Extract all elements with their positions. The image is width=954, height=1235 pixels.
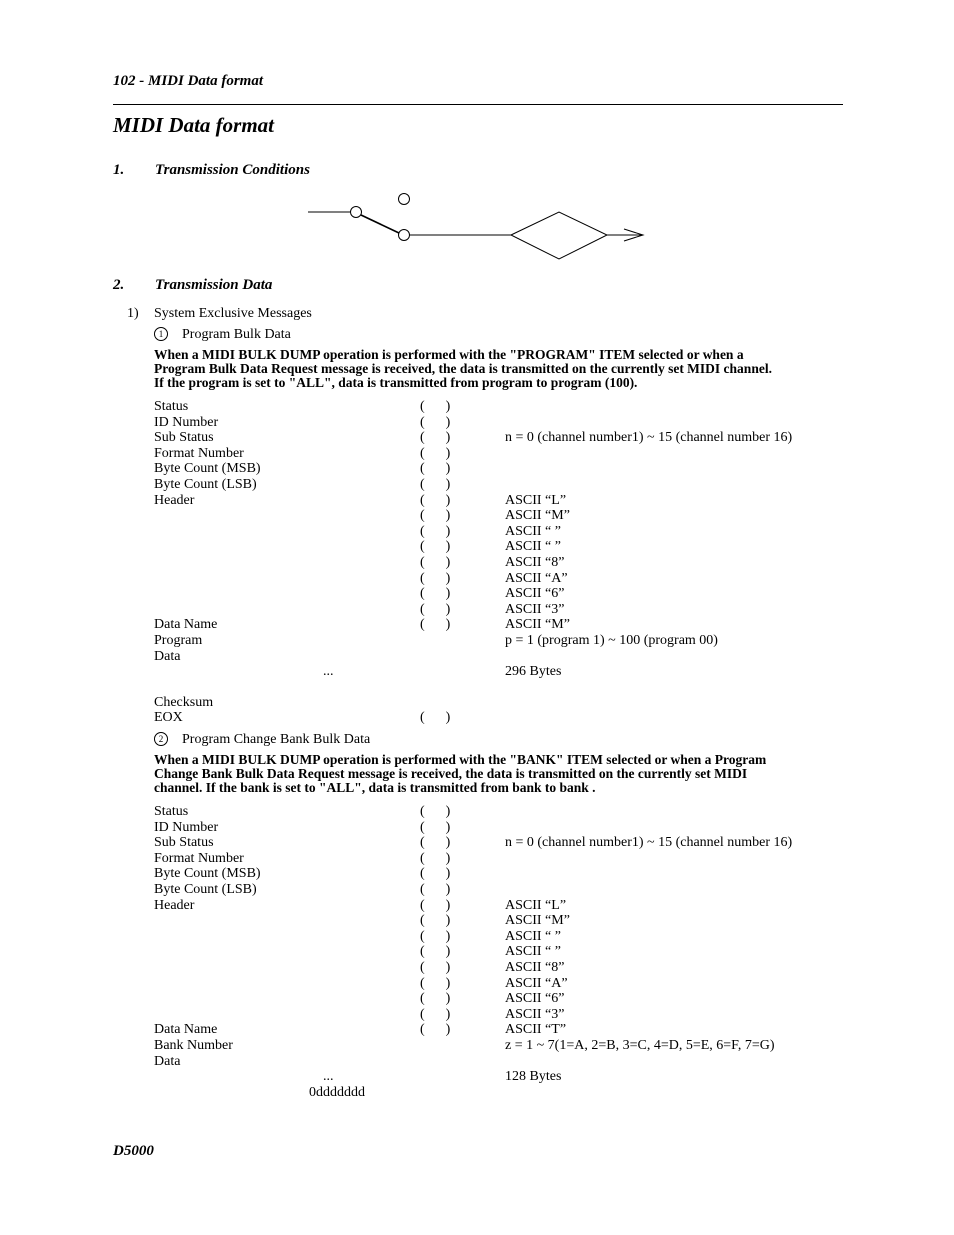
bank-row-paren: ( ) (420, 928, 451, 944)
bank-row-paren: ( ) (420, 819, 451, 835)
program-eox: EOX (154, 710, 183, 725)
program-bulk-label: Program Bulk Data (182, 327, 291, 342)
bank-row-name: Bank Number (154, 1038, 233, 1053)
program-eox-paren: ( ) (420, 710, 451, 725)
program-row-paren: ( ) (420, 539, 451, 555)
diagram-switch-contact-bottom (399, 230, 410, 241)
bank-row-note: ASCII “ ” (505, 944, 561, 960)
bank-bulk-label: Program Change Bank Bulk Data (182, 732, 371, 747)
program-row-name: Data Name (154, 617, 218, 633)
page-header: 102 - MIDI Data format (113, 73, 264, 89)
program-row-note: ASCII “ ” (505, 523, 561, 539)
program-row-name: Format Number (154, 445, 244, 461)
bank-row-name: Data Name (154, 1022, 218, 1038)
bank-bulk-desc-1: When a MIDI BULK DUMP operation is performed with the "BANK" ITEM selected or when a Program (154, 752, 767, 767)
diagram-switch-contact-left (351, 207, 362, 218)
bank-row-name: ID Number (154, 819, 219, 835)
program-row-paren: ( ) (420, 445, 451, 461)
bank-row-paren: ( ) (420, 835, 451, 851)
bank-data-bytes: 128 Bytes (505, 1069, 562, 1084)
program-row-note: ASCII “M” (505, 617, 570, 633)
section-2-title: Transmission Data (155, 277, 273, 293)
program-row-note: n = 0 (channel number1) ~ 15 (channel number 16) (505, 430, 793, 446)
program-row-paren: ( ) (420, 399, 451, 414)
program-row-note: ASCII “L” (505, 492, 567, 508)
bank-bulk-desc-3: channel. If the bank is set to "ALL", data is transmitted from bank to bank . (154, 780, 596, 795)
program-row-paren: ( ) (420, 617, 451, 633)
bank-row-paren: ( ) (420, 975, 451, 991)
program-row-paren: ( ) (420, 523, 451, 539)
circled-number-1-icon: 1 (154, 327, 168, 341)
bank-row-paren: ( ) (420, 1022, 451, 1038)
program-row-note: ASCII “6” (505, 586, 565, 602)
program-row-paren: ( ) (420, 477, 451, 492)
bank-row-paren: ( ) (420, 944, 451, 960)
program-row-note: ASCII “8” (505, 555, 565, 570)
program-row-paren: ( ) (420, 414, 451, 430)
program-bulk-desc-3: If the program is set to "ALL", data is transmitted from program to program (100). (154, 375, 638, 390)
program-row-paren: ( ) (420, 492, 451, 508)
section-1-number: 1. (113, 162, 125, 178)
bank-row-note: ASCII “A” (505, 975, 568, 991)
footer-model: D5000 (113, 1143, 154, 1159)
bank-bulk-desc-2: Change Bank Bulk Data Request message is received, the data is transmitted on the currently set MIDI (154, 766, 748, 781)
program-row-note: ASCII “ ” (505, 539, 561, 555)
program-row-name: Byte Count (LSB) (154, 477, 257, 492)
bank-row-name: Status (154, 804, 189, 819)
program-data-bytes: 296 Bytes (505, 664, 562, 679)
bank-row-name: Byte Count (MSB) (154, 866, 261, 882)
program-checksum: Checksum (154, 695, 214, 710)
page-title: MIDI Data format (113, 113, 275, 137)
program-row-name: ID Number (154, 414, 219, 430)
program-row-paren: ( ) (420, 601, 451, 617)
section-1-title: Transmission Conditions (155, 162, 310, 178)
program-row-name: Program (154, 633, 203, 648)
program-data-ellipsis: ... (323, 664, 334, 679)
program-bulk-heading (154, 327, 291, 343)
bank-row-note: ASCII “L” (505, 897, 567, 913)
bank-row-name: Header (154, 897, 195, 913)
bank-row-name: Data (154, 1053, 181, 1069)
program-row-note: ASCII “A” (505, 570, 568, 586)
program-bulk-desc-1: When a MIDI BULK DUMP operation is performed with the "PROGRAM" ITEM selected or when a (154, 347, 744, 362)
circled-number-2-icon: 2 (154, 732, 168, 746)
bank-row-paren: ( ) (420, 804, 451, 819)
bank-row-note: ASCII “T” (505, 1022, 567, 1038)
diagram-switch-lever (361, 215, 399, 233)
sysex-label: System Exclusive Messages (154, 306, 312, 321)
bank-row-paren: ( ) (420, 850, 451, 866)
bank-row-note: z = 1 ~ 7(1=A, 2=B, 3=C, 4=D, 5=E, 6=F, 7=G) (505, 1038, 775, 1053)
bank-row-paren: ( ) (420, 991, 451, 1007)
bank-row-paren: ( ) (420, 1006, 451, 1022)
program-row-name: Sub Status (154, 430, 214, 446)
program-row-paren: ( ) (420, 508, 451, 524)
bank-row-paren: ( ) (420, 897, 451, 913)
program-row-name: Data (154, 648, 181, 664)
bank-row-paren: ( ) (420, 960, 451, 975)
program-row-note: ASCII “3” (505, 601, 565, 617)
program-row-name: Header (154, 492, 195, 508)
program-row-name: Byte Count (MSB) (154, 461, 261, 477)
bank-row-name: Sub Status (154, 835, 214, 851)
section-2-number: 2. (113, 277, 125, 293)
bank-bulk-heading (154, 732, 370, 748)
bank-data-ellipsis: ... (323, 1069, 334, 1084)
bank-row-name: Byte Count (LSB) (154, 882, 257, 897)
program-bulk-desc-2: Program Bulk Data Request message is received, the data is transmitted on the currently set MIDI channel. (154, 361, 772, 376)
bank-row-note: ASCII “M” (505, 913, 570, 929)
bank-row-note: ASCII “8” (505, 960, 565, 975)
bank-row-name: Format Number (154, 850, 244, 866)
program-row-note: ASCII “M” (505, 508, 570, 524)
bank-row-note: ASCII “ ” (505, 928, 561, 944)
program-row-paren: ( ) (420, 586, 451, 602)
diagram-switch-contact-top (399, 194, 410, 205)
bank-row-note: n = 0 (channel number1) ~ 15 (channel number 16) (505, 835, 793, 851)
program-row-paren: ( ) (420, 461, 451, 477)
program-row-note: p = 1 (program 1) ~ 100 (program 00) (505, 633, 718, 648)
sysex-number: 1) (127, 306, 139, 321)
bank-row-paren: ( ) (420, 882, 451, 897)
diagram-diamond (511, 212, 607, 259)
bank-data-bits: 0ddddddd (309, 1085, 365, 1100)
program-row-paren: ( ) (420, 570, 451, 586)
bank-row-paren: ( ) (420, 913, 451, 929)
program-row-paren: ( ) (420, 555, 451, 570)
program-row-paren: ( ) (420, 430, 451, 446)
bank-row-note: ASCII “6” (505, 991, 565, 1007)
bank-row-paren: ( ) (420, 866, 451, 882)
bank-row-note: ASCII “3” (505, 1006, 565, 1022)
program-row-name: Status (154, 399, 189, 414)
